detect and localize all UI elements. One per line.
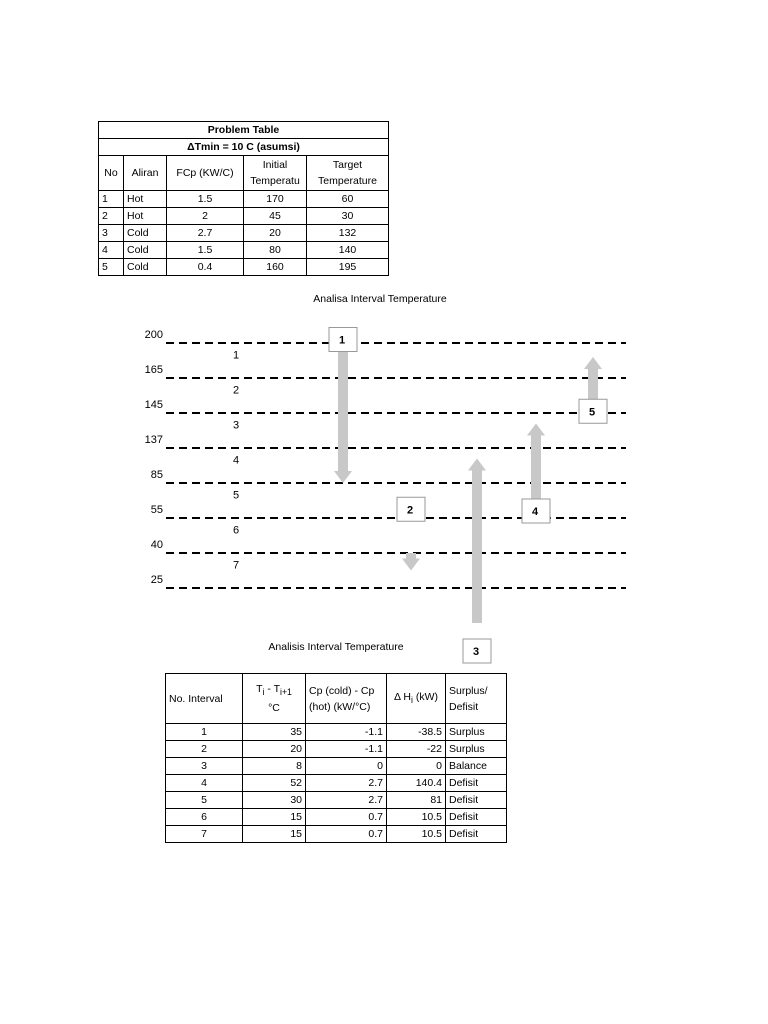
- temperature-label: 85: [150, 469, 163, 481]
- cell-cp: -1.1: [306, 724, 387, 741]
- table-row: [166, 809, 507, 826]
- cell-cp: 2.7: [306, 792, 387, 809]
- cell-delta-h: -38.5: [387, 724, 446, 741]
- column-header-status: Surplus/ Defisit: [446, 674, 507, 724]
- cell-initial: 80: [244, 242, 307, 259]
- stream-arrow-shaft: [338, 343, 348, 471]
- cell-no: 4: [99, 242, 124, 259]
- cell-target: 195: [307, 259, 389, 276]
- cell-fcp: 1.5: [167, 191, 244, 208]
- cell-initial: 20: [244, 225, 307, 242]
- cell-target: 140: [307, 242, 389, 259]
- diagram-title: Analisa Interval Temperature: [313, 293, 447, 305]
- temperature-label: 25: [150, 574, 163, 586]
- column-header-delta-h: [387, 674, 446, 724]
- table-row: [166, 826, 507, 843]
- table-row: [99, 225, 389, 242]
- cell-status: Defisit: [446, 809, 507, 826]
- column-header-cp: Cp (cold) - Cp (hot) (kW/°C): [306, 674, 387, 724]
- column-header-aliran: Aliran: [124, 156, 167, 191]
- cell-no: 5: [99, 259, 124, 276]
- analysis-table: [165, 673, 507, 843]
- delta-t-sub-i: i: [262, 687, 265, 698]
- table-row: [99, 191, 389, 208]
- table-row: [166, 775, 507, 792]
- cell-target: 60: [307, 191, 389, 208]
- cell-no: 1: [99, 191, 124, 208]
- cell-aliran: Cold: [124, 259, 167, 276]
- cell-delta-h: 81: [387, 792, 446, 809]
- cell-interval: 1: [166, 724, 243, 741]
- column-header-initial: Initial Temperatu: [244, 156, 307, 191]
- delta-h-symbol: Δ H: [394, 690, 411, 703]
- cell-cp: 2.7: [306, 775, 387, 792]
- table-row: [166, 792, 507, 809]
- table-row: [99, 242, 389, 259]
- cell-delta-t: 52: [243, 775, 306, 792]
- interval-number: 6: [232, 524, 240, 537]
- table-row: [166, 741, 507, 758]
- interval-number: 1: [232, 349, 240, 362]
- cell-interval: 3: [166, 758, 243, 775]
- cell-delta-t: 35: [243, 724, 306, 741]
- delta-t-sub-i1: i+1: [280, 687, 292, 698]
- table-row: [166, 758, 507, 775]
- cell-fcp: 2: [167, 208, 244, 225]
- temperature-label: 145: [144, 399, 163, 411]
- interval-number: 2: [232, 384, 240, 397]
- cell-status: Surplus: [446, 724, 507, 741]
- column-header-no: No: [99, 156, 124, 191]
- stream-label: 2: [406, 504, 414, 517]
- stream-arrow-head: [584, 357, 602, 369]
- stream-arrow-head: [402, 559, 420, 571]
- problem-table-subtitle: ΔTmin = 10 C (asumsi): [99, 139, 389, 156]
- cell-status: Surplus: [446, 741, 507, 758]
- column-header-fcp: FCp (KW/C): [167, 156, 244, 191]
- interval-number: 4: [232, 454, 240, 467]
- cell-cp: 0.7: [306, 826, 387, 843]
- cell-fcp: 1.5: [167, 242, 244, 259]
- temperature-label: 55: [150, 504, 163, 516]
- temperature-label: 137: [144, 434, 163, 446]
- table-row: [99, 208, 389, 225]
- stream-label: 1: [338, 334, 346, 347]
- cell-interval: 6: [166, 809, 243, 826]
- delta-h-unit: (kW): [412, 690, 438, 703]
- delta-h-sub: i: [410, 695, 413, 706]
- column-header-delta-t: [243, 674, 306, 724]
- cell-initial: 170: [244, 191, 307, 208]
- problem-table-title: Problem Table: [99, 122, 389, 139]
- table-row: [99, 259, 389, 276]
- stream-arrow-shaft: [472, 471, 482, 624]
- cell-delta-t: 20: [243, 741, 306, 758]
- table-row: [166, 724, 507, 741]
- cell-delta-h: 10.5: [387, 826, 446, 843]
- cell-interval: 4: [166, 775, 243, 792]
- stream-label: 3: [472, 646, 480, 658]
- cell-cp: 0.7: [306, 809, 387, 826]
- stream-label: 4: [531, 506, 539, 518]
- stream-arrow-shaft: [531, 436, 541, 501]
- cell-interval: 5: [166, 792, 243, 809]
- cell-target: 132: [307, 225, 389, 242]
- cell-status: Defisit: [446, 775, 507, 792]
- cell-cp: 0: [306, 758, 387, 775]
- cell-delta-t: 15: [243, 826, 306, 843]
- cell-delta-t: 30: [243, 792, 306, 809]
- cell-fcp: 0.4: [167, 259, 244, 276]
- cell-initial: 160: [244, 259, 307, 276]
- cell-target: 30: [307, 208, 389, 225]
- stream-label: 5: [588, 406, 596, 419]
- interval-number: 5: [232, 489, 240, 502]
- stream-arrow-head: [527, 424, 545, 436]
- stream-arrow-shaft: [406, 553, 416, 559]
- cell-no: 3: [99, 225, 124, 242]
- cell-delta-h: 10.5: [387, 809, 446, 826]
- cell-interval: 2: [166, 741, 243, 758]
- cell-fcp: 2.7: [167, 225, 244, 242]
- cell-status: Defisit: [446, 792, 507, 809]
- cell-cp: -1.1: [306, 741, 387, 758]
- stream-arrow-head: [334, 471, 352, 483]
- cell-delta-h: 140.4: [387, 775, 446, 792]
- interval-number: 3: [232, 419, 240, 432]
- cell-aliran: Cold: [124, 225, 167, 242]
- cell-aliran: Hot: [124, 208, 167, 225]
- cell-initial: 45: [244, 208, 307, 225]
- temperature-label: 40: [150, 539, 163, 551]
- cell-delta-t: 15: [243, 809, 306, 826]
- problem-table: [98, 121, 389, 276]
- temperature-label: 200: [144, 329, 163, 341]
- cell-no: 2: [99, 208, 124, 225]
- column-header-interval: No. Interval: [166, 674, 243, 724]
- cell-status: Balance: [446, 758, 507, 775]
- cell-delta-t: 8: [243, 758, 306, 775]
- delta-t-symbol: T: [256, 682, 263, 695]
- temperature-label: 165: [144, 364, 163, 376]
- interval-number: 7: [232, 559, 240, 572]
- cell-delta-h: -22: [387, 741, 446, 758]
- column-header-target: Target Temperature: [307, 156, 389, 191]
- delta-t-minus: - T: [264, 682, 280, 695]
- cell-delta-h: 0: [387, 758, 446, 775]
- cell-aliran: Cold: [124, 242, 167, 259]
- stream-arrow-head: [468, 459, 486, 471]
- analysis-table-title: Analisis Interval Temperature: [268, 641, 404, 653]
- delta-t-unit: °C: [268, 702, 280, 715]
- cell-status: Defisit: [446, 826, 507, 843]
- cell-aliran: Hot: [124, 191, 167, 208]
- cell-interval: 7: [166, 826, 243, 843]
